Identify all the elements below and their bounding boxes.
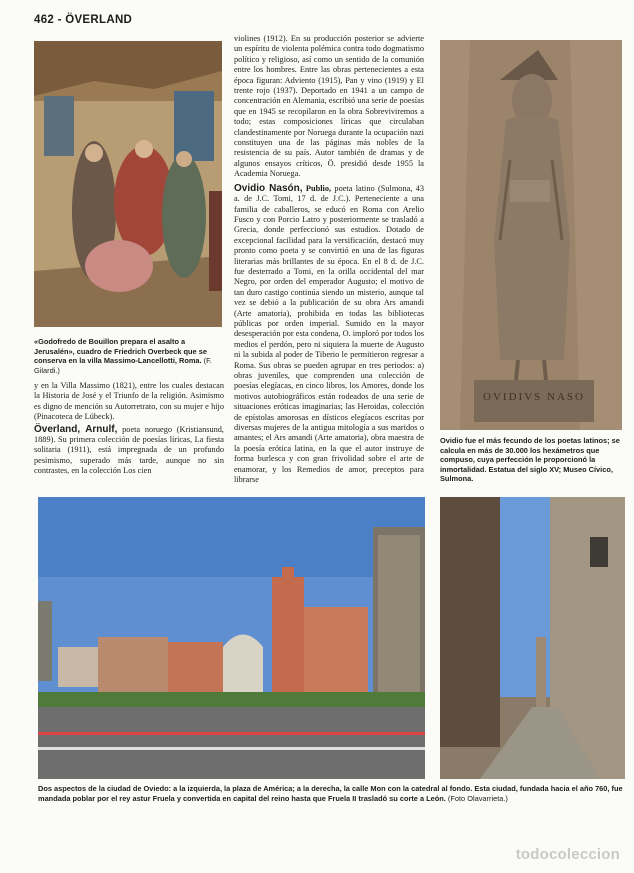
overbeck-paragraph-end: y en la Villa Massimo (1821), entre los cuales destacan la Historia de José y el Triunfo de la religión. Asimismo es digno de mención su Autorretrato, con su mujer e hijo (Pinacoteca de Lübeck). [34,381,224,422]
overland-entry: Överland, Arnulf, poeta noruego (Kristiansund, 1889). Su primera colección de poesías líricas, La fiesta solitaria (1911), está impregnada de un profundo pesimismo, superado más tarde, aunque no sin contrastes, en la colección Los cien [34,423,224,476]
headword-overland: Överland, Arnulf, [34,423,118,435]
watermark: todocoleccion [515,846,620,863]
overland-paragraph-end: violines (1912). En su producción posterior se advierte un espíritu de violenta polémica contra todo dogmatismo político y religioso, así como un sentido de la comunión entre los hombres. Entre las obras pertenecientes a esta época figuran: Adviento (1915), Pan y vino (1919) y El trente rojo (1937). Deportado en 1941 a un campo de concentración en Alemania, escribió una serie de poesías que en 1945 se recopilaron en la obra Sobreviviremos a todo; estas composiciones líricas que circulaban clandestinamente por Noruega durante la ocupación nazi constituyen una de las páginas más nobles de la resistencia de su país. Autor también de dramas y de algunos ensayos críticos, Ö. presidió desde 1955 la Academia Noruega. [234,34,424,179]
left-column [34,381,224,477]
painting-caption: «Godofredo de Bouillon prepara el asalto a Jerusalén», cuadro de Friedrich Overbeck que se conserva en la villa Massimo-Lancellotti, Roma. (F. Gilardi.) [34,337,212,375]
headword-ovidio: Ovidio Nasón, [234,182,303,194]
statue-photo [440,40,622,430]
painting-photo [34,41,222,327]
oviedo-caption: Dos aspectos de la ciudad de Oviedo: a la izquierda, la plaza de América; a la derecha, la calle Mon con la catedral al fondo. Esta ciudad, fundada hacia el año 760, fue mandada poblar por el rey astur Fruela y convertida en capital del reino hasta que Fruela II trasladó su corte a León. (Foto Olavarrieta.) [38,784,623,803]
calle-mon-photo [440,497,625,779]
running-head: ÖVERLAND [65,14,133,26]
running-header: 462 - ÖVERLAND [34,14,133,26]
page-number: 462 [34,14,55,26]
plaza-america-photo [38,497,425,779]
statue-caption: Ovidio fue el más fecundo de los poetas latinos; se calcula en más de 30.000 los hexámetros que compuso, cuya perfección le proporcionó la inmortalidad. Estatua del siglo XV; Museo Cívico, Sulmona. [440,436,620,484]
statue-inscription: OVIDIVS NASO [483,391,585,403]
ovidio-entry: Ovidio Nasón, Publio, poeta latino (Sulmona, 43 a. de J.C. Tomi, 17 d. de J.C.). Perteneciente a una familia de caballeros, se educó en Roma con Arelio Fusco y con Porcio Latro y posteriormente se trasladó a Grecia, donde perfeccionó sus estudios. Dotado de excepcional facilidad para la versificación, destacó muy pronto como poeta y se convirtió en una de las figuras literarias más brillantes de su época. En el 8 d. de J.C. fue desterrado a Tomi, en la orilla occidental del mar Negro, por orden del emperador Augusto; el motivo de tan duro castigo continúa siendo un misterio, aunque tal vez se debió a la publicación de su obra Ars amandi (Arte amatoria), prohibida en todas las bibliotecas públicas por orden imperial. Sumido en la mayor desesperación por esta condena, O. imploró por todos los medios el perdón, pero ni siquiera la muerte de Augusto ni la subida al poder de Tiberio le permitieron regresar a Roma. Sus obras se pueden agrupar en tres periodos: a) obras juveniles, que comprenden una colección de poesías elegíacas, en cinco libros, los Amores, donde los motivos autobiográficos están rodeados de una serie de situaciones eróticas imaginarias; las Heroidas, colección de epístolas amorosas en dísticos elegíacos escritas por diversas mujeres de la antigua mitología a sus maridos o amantes; el Ars amandi (Arte amatoria), obra maestra de la poesía erótica latina, en la que el autor instruye de forma burlesca y con gran frivolidad sobre el arte de enamorar, y los Remedios de amor, preceptos para librarse [234,182,425,485]
middle-column [234,34,424,485]
